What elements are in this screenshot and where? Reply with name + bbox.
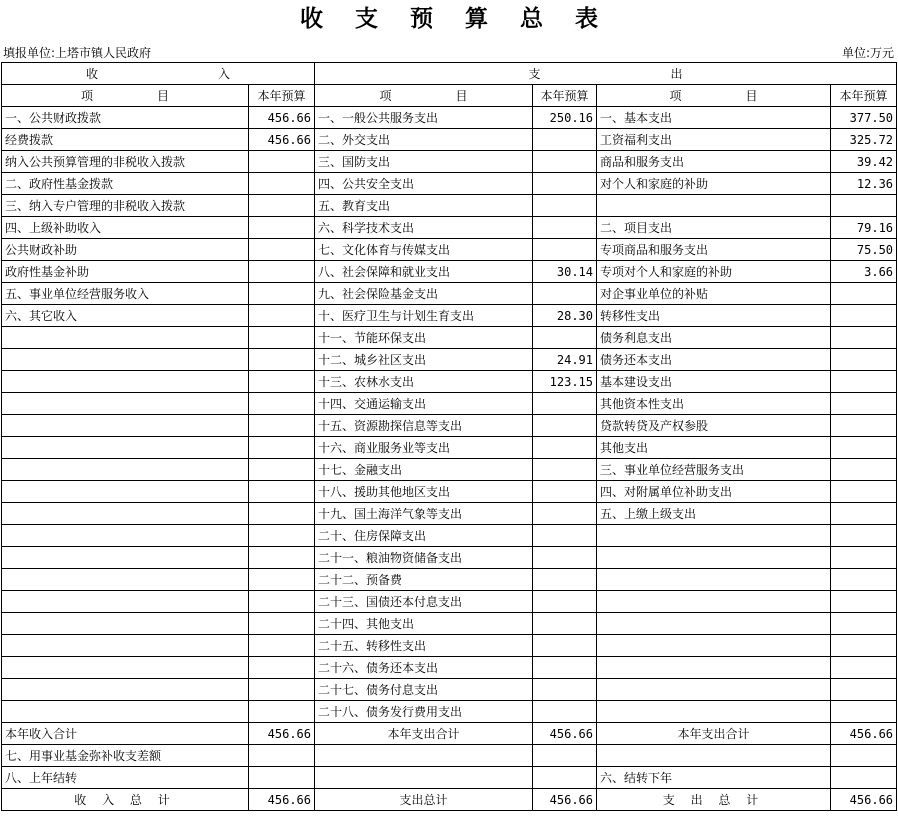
expense-economic-item: 债务利息支出 xyxy=(597,327,831,349)
expense-economic-item: 三、事业单位经营服务支出 xyxy=(597,459,831,481)
title-char: 预 xyxy=(410,5,433,32)
table-row xyxy=(2,195,897,217)
income-budget xyxy=(249,569,315,591)
income-budget: 456.66 xyxy=(249,107,315,129)
table-row xyxy=(2,525,897,547)
budget-table xyxy=(1,62,897,811)
expense-economic-budget xyxy=(831,327,897,349)
expense-function-budget xyxy=(533,327,597,349)
expense-economic-item xyxy=(597,701,831,723)
expense-function-item: 二十一、粮油物资储备支出 xyxy=(315,547,533,569)
income-item: 三、纳入专户管理的非税收入拨款 xyxy=(2,195,249,217)
expense-grand-total-label-2: 支 出 总 计 xyxy=(597,789,831,811)
expense-function-budget xyxy=(533,283,597,305)
income-item: 八、上年结转 xyxy=(2,767,249,789)
income-budget xyxy=(249,393,315,415)
table-row xyxy=(2,305,897,327)
item-b: 目 xyxy=(157,88,170,103)
table-row xyxy=(2,129,897,151)
table-row xyxy=(2,239,897,261)
table-row xyxy=(2,657,897,679)
title-char: 总 xyxy=(520,5,543,32)
expense-economic-budget xyxy=(831,437,897,459)
expense-grand-total-label: 支出总计 xyxy=(315,789,533,811)
expense-function-item: 二十八、债务发行费用支出 xyxy=(315,701,533,723)
expense-economic-item: 对个人和家庭的补助 xyxy=(597,173,831,195)
expense-function-budget xyxy=(533,569,597,591)
income-budget xyxy=(249,503,315,525)
expense-economic-item xyxy=(597,195,831,217)
income-budget xyxy=(249,767,315,789)
expense-function-budget xyxy=(533,217,597,239)
table-row xyxy=(2,437,897,459)
income-item xyxy=(2,371,249,393)
title-char: 表 xyxy=(575,5,598,32)
expense-economic-budget: 12.36 xyxy=(831,173,897,195)
year-expense-total-label-2: 本年支出合计 xyxy=(597,723,831,745)
year-expense-total-label: 本年支出合计 xyxy=(315,723,533,745)
expense-grand-total-2: 456.66 xyxy=(831,789,897,811)
title-char: 收 xyxy=(300,5,323,32)
expense-function-budget xyxy=(533,437,597,459)
expense-function-item: 三、国防支出 xyxy=(315,151,533,173)
grand-total-row xyxy=(2,789,897,811)
expense-economic-budget xyxy=(831,371,897,393)
income-budget xyxy=(249,481,315,503)
expense-economic-item: 其他支出 xyxy=(597,437,831,459)
income-grand-total-label: 收 入 总 计 xyxy=(2,789,249,811)
expense-function-item: 二、外交支出 xyxy=(315,129,533,151)
expense-economic-item xyxy=(597,547,831,569)
expense-economic-item: 基本建设支出 xyxy=(597,371,831,393)
table-row xyxy=(2,547,897,569)
expense-economic-budget xyxy=(831,635,897,657)
column-header-row xyxy=(2,85,897,107)
expense-function-item: 十七、金融支出 xyxy=(315,459,533,481)
expense-economic-budget xyxy=(831,701,897,723)
expense-economic-budget xyxy=(831,283,897,305)
item-a: 项 xyxy=(80,88,93,103)
income-item xyxy=(2,569,249,591)
expense-function-budget xyxy=(533,415,597,437)
expense-economic-item xyxy=(597,569,831,591)
income-budget xyxy=(249,217,315,239)
expense-function-budget xyxy=(533,195,597,217)
income-item: 经费拨款 xyxy=(2,129,249,151)
income-budget: 456.66 xyxy=(249,129,315,151)
expense-economic-item: 工资福利支出 xyxy=(597,129,831,151)
income-budget xyxy=(249,591,315,613)
table-row xyxy=(2,151,897,173)
income-grand-total: 456.66 xyxy=(249,789,315,811)
expense-function-budget: 28.30 xyxy=(533,305,597,327)
expense-function-budget xyxy=(533,151,597,173)
expense-function-budget xyxy=(533,745,597,767)
income-item: 政府性基金补助 xyxy=(2,261,249,283)
expense-economic-item: 一、基本支出 xyxy=(597,107,831,129)
expense-function-item: 十二、城乡社区支出 xyxy=(315,349,533,371)
expense-function-item: 二十三、国债还本付息支出 xyxy=(315,591,533,613)
income-item xyxy=(2,459,249,481)
income-budget xyxy=(249,657,315,679)
expense-function-item: 四、公共安全支出 xyxy=(315,173,533,195)
expense-economic-item: 商品和服务支出 xyxy=(597,151,831,173)
income-budget xyxy=(249,195,315,217)
year-expense-total-2: 456.66 xyxy=(831,723,897,745)
income-item xyxy=(2,547,249,569)
expense-function-budget: 24.91 xyxy=(533,349,597,371)
expense-header-b: 出 xyxy=(670,66,683,81)
table-row xyxy=(2,679,897,701)
income-item xyxy=(2,679,249,701)
expense-economic-budget: 377.50 xyxy=(831,107,897,129)
col-header-budget: 本年预算 xyxy=(831,85,897,107)
table-row xyxy=(2,393,897,415)
year-income-total-label: 本年收入合计 xyxy=(2,723,249,745)
expense-grand-total: 456.66 xyxy=(533,789,597,811)
expense-economic-budget xyxy=(831,679,897,701)
col-header-item xyxy=(2,85,249,107)
income-budget xyxy=(249,283,315,305)
income-budget xyxy=(249,679,315,701)
currency-unit: 单位:万元 xyxy=(841,46,894,60)
income-item xyxy=(2,393,249,415)
table-row xyxy=(2,415,897,437)
expense-economic-budget: 39.42 xyxy=(831,151,897,173)
expense-function-budget: 30.14 xyxy=(533,261,597,283)
expense-function-item: 二十四、其他支出 xyxy=(315,613,533,635)
expense-function-budget xyxy=(533,547,597,569)
expense-economic-budget xyxy=(831,459,897,481)
expense-function-budget: 123.15 xyxy=(533,371,597,393)
expense-function-item: 二十五、转移性支出 xyxy=(315,635,533,657)
income-item xyxy=(2,591,249,613)
income-item xyxy=(2,349,249,371)
income-item xyxy=(2,503,249,525)
table-row xyxy=(2,261,897,283)
expense-header-a: 支 xyxy=(528,66,541,81)
table-row xyxy=(2,591,897,613)
year-total-row xyxy=(2,723,897,745)
table-row xyxy=(2,767,897,789)
expense-function-item xyxy=(315,745,533,767)
expense-function-item: 十九、国土海洋气象等支出 xyxy=(315,503,533,525)
expense-economic-item: 六、结转下年 xyxy=(597,767,831,789)
expense-function-item: 九、社会保险基金支出 xyxy=(315,283,533,305)
table-row xyxy=(2,327,897,349)
income-budget xyxy=(249,635,315,657)
expense-function-item: 二十七、债务付息支出 xyxy=(315,679,533,701)
expense-economic-item: 其他资本性支出 xyxy=(597,393,831,415)
expense-economic-item: 专项商品和服务支出 xyxy=(597,239,831,261)
income-budget xyxy=(249,239,315,261)
expense-function-item: 二十二、预备费 xyxy=(315,569,533,591)
expense-economic-item xyxy=(597,657,831,679)
income-item: 七、用事业基金弥补收支差额 xyxy=(2,745,249,767)
expense-economic-budget xyxy=(831,305,897,327)
expense-economic-item: 专项对个人和家庭的补助 xyxy=(597,261,831,283)
income-budget xyxy=(249,701,315,723)
expense-function-item: 十八、援助其他地区支出 xyxy=(315,481,533,503)
expense-function-budget xyxy=(533,657,597,679)
income-item xyxy=(2,701,249,723)
expense-economic-item: 四、对附属单位补助支出 xyxy=(597,481,831,503)
expense-function-budget xyxy=(533,481,597,503)
expense-economic-budget xyxy=(831,503,897,525)
income-header-a: 收 xyxy=(85,66,98,81)
income-item: 公共财政补助 xyxy=(2,239,249,261)
expense-function-item: 十五、资源勘探信息等支出 xyxy=(315,415,533,437)
item-b: 目 xyxy=(455,88,468,103)
expense-economic-item xyxy=(597,525,831,547)
section-header-row xyxy=(2,63,897,85)
income-item: 五、事业单位经营服务收入 xyxy=(2,283,249,305)
expense-economic-item: 五、上缴上级支出 xyxy=(597,503,831,525)
expense-economic-budget: 75.50 xyxy=(831,239,897,261)
col-header-item xyxy=(315,85,533,107)
item-a: 项 xyxy=(669,88,682,103)
table-row xyxy=(2,701,897,723)
expense-economic-budget xyxy=(831,569,897,591)
expense-function-item: 五、教育支出 xyxy=(315,195,533,217)
income-budget xyxy=(249,613,315,635)
expense-function-item xyxy=(315,767,533,789)
expense-economic-budget: 79.16 xyxy=(831,217,897,239)
income-item: 六、其它收入 xyxy=(2,305,249,327)
income-budget xyxy=(249,305,315,327)
expense-function-budget xyxy=(533,459,597,481)
income-item xyxy=(2,635,249,657)
expense-function-budget xyxy=(533,635,597,657)
income-item xyxy=(2,657,249,679)
expense-economic-budget xyxy=(831,349,897,371)
income-budget xyxy=(249,459,315,481)
expense-economic-item xyxy=(597,745,831,767)
income-budget xyxy=(249,525,315,547)
table-row xyxy=(2,569,897,591)
item-b: 目 xyxy=(745,88,758,103)
col-header-budget: 本年预算 xyxy=(533,85,597,107)
expense-economic-item: 转移性支出 xyxy=(597,305,831,327)
expense-function-budget xyxy=(533,525,597,547)
expense-function-item: 一、一般公共服务支出 xyxy=(315,107,533,129)
table-row xyxy=(2,503,897,525)
expense-function-item: 十六、商业服务业等支出 xyxy=(315,437,533,459)
expense-economic-budget: 325.72 xyxy=(831,129,897,151)
expense-economic-budget xyxy=(831,745,897,767)
table-row xyxy=(2,459,897,481)
income-header-b: 入 xyxy=(218,66,231,81)
income-budget xyxy=(249,371,315,393)
expense-function-item: 六、科学技术支出 xyxy=(315,217,533,239)
expense-economic-budget xyxy=(831,547,897,569)
expense-function-budget xyxy=(533,679,597,701)
expense-function-item: 十四、交通运输支出 xyxy=(315,393,533,415)
income-budget xyxy=(249,547,315,569)
expense-function-budget xyxy=(533,503,597,525)
expense-economic-budget xyxy=(831,613,897,635)
expense-economic-item xyxy=(597,635,831,657)
income-budget xyxy=(249,151,315,173)
table-row xyxy=(2,635,897,657)
expense-economic-budget xyxy=(831,657,897,679)
income-item: 四、上级补助收入 xyxy=(2,217,249,239)
expense-economic-budget xyxy=(831,591,897,613)
expense-function-item: 二十六、债务还本支出 xyxy=(315,657,533,679)
income-item xyxy=(2,415,249,437)
expense-economic-budget: 3.66 xyxy=(831,261,897,283)
income-item: 二、政府性基金拨款 xyxy=(2,173,249,195)
expense-economic-item xyxy=(597,591,831,613)
expense-economic-item xyxy=(597,679,831,701)
expense-function-budget xyxy=(533,129,597,151)
income-budget xyxy=(249,327,315,349)
table-row xyxy=(2,217,897,239)
expense-function-item: 十、医疗卫生与计划生育支出 xyxy=(315,305,533,327)
table-row xyxy=(2,349,897,371)
income-budget xyxy=(249,261,315,283)
title-char: 算 xyxy=(465,5,488,32)
expense-function-item: 七、文化体育与传媒支出 xyxy=(315,239,533,261)
expense-function-item: 十一、节能环保支出 xyxy=(315,327,533,349)
year-expense-total: 456.66 xyxy=(533,723,597,745)
col-header-item xyxy=(597,85,831,107)
expense-function-budget xyxy=(533,701,597,723)
expense-economic-budget xyxy=(831,481,897,503)
expense-function-budget xyxy=(533,173,597,195)
income-item: 一、公共财政拨款 xyxy=(2,107,249,129)
report-title xyxy=(0,2,898,36)
income-section-header xyxy=(2,63,315,85)
expense-function-budget xyxy=(533,393,597,415)
expense-economic-budget xyxy=(831,393,897,415)
reporting-unit: 填报单位:上塔市镇人民政府 xyxy=(3,46,152,60)
income-budget xyxy=(249,349,315,371)
expense-economic-budget xyxy=(831,767,897,789)
expense-function-budget xyxy=(533,591,597,613)
table-row xyxy=(2,481,897,503)
expense-economic-item: 二、项目支出 xyxy=(597,217,831,239)
expense-function-budget xyxy=(533,239,597,261)
income-item xyxy=(2,481,249,503)
expense-economic-item: 对企事业单位的补贴 xyxy=(597,283,831,305)
item-a: 项 xyxy=(379,88,392,103)
expense-section-header xyxy=(315,63,897,85)
title-char: 支 xyxy=(355,5,378,32)
expense-function-item: 十三、农林水支出 xyxy=(315,371,533,393)
income-item xyxy=(2,525,249,547)
income-budget xyxy=(249,745,315,767)
expense-function-item: 二十、住房保障支出 xyxy=(315,525,533,547)
expense-economic-budget xyxy=(831,195,897,217)
income-item: 纳入公共预算管理的非税收入拨款 xyxy=(2,151,249,173)
income-budget xyxy=(249,437,315,459)
income-item xyxy=(2,613,249,635)
income-item xyxy=(2,327,249,349)
expense-economic-budget xyxy=(831,525,897,547)
table-row xyxy=(2,283,897,305)
expense-function-item: 八、社会保障和就业支出 xyxy=(315,261,533,283)
income-item xyxy=(2,437,249,459)
expense-economic-item: 债务还本支出 xyxy=(597,349,831,371)
year-income-total: 456.66 xyxy=(249,723,315,745)
expense-function-budget: 250.16 xyxy=(533,107,597,129)
income-budget xyxy=(249,173,315,195)
expense-economic-item: 贷款转贷及产权参股 xyxy=(597,415,831,437)
income-budget xyxy=(249,415,315,437)
expense-economic-item xyxy=(597,613,831,635)
table-row xyxy=(2,613,897,635)
expense-economic-budget xyxy=(831,415,897,437)
table-row xyxy=(2,371,897,393)
expense-function-budget xyxy=(533,613,597,635)
expense-function-budget xyxy=(533,767,597,789)
table-row xyxy=(2,745,897,767)
col-header-budget: 本年预算 xyxy=(249,85,315,107)
table-row xyxy=(2,173,897,195)
table-row xyxy=(2,107,897,129)
